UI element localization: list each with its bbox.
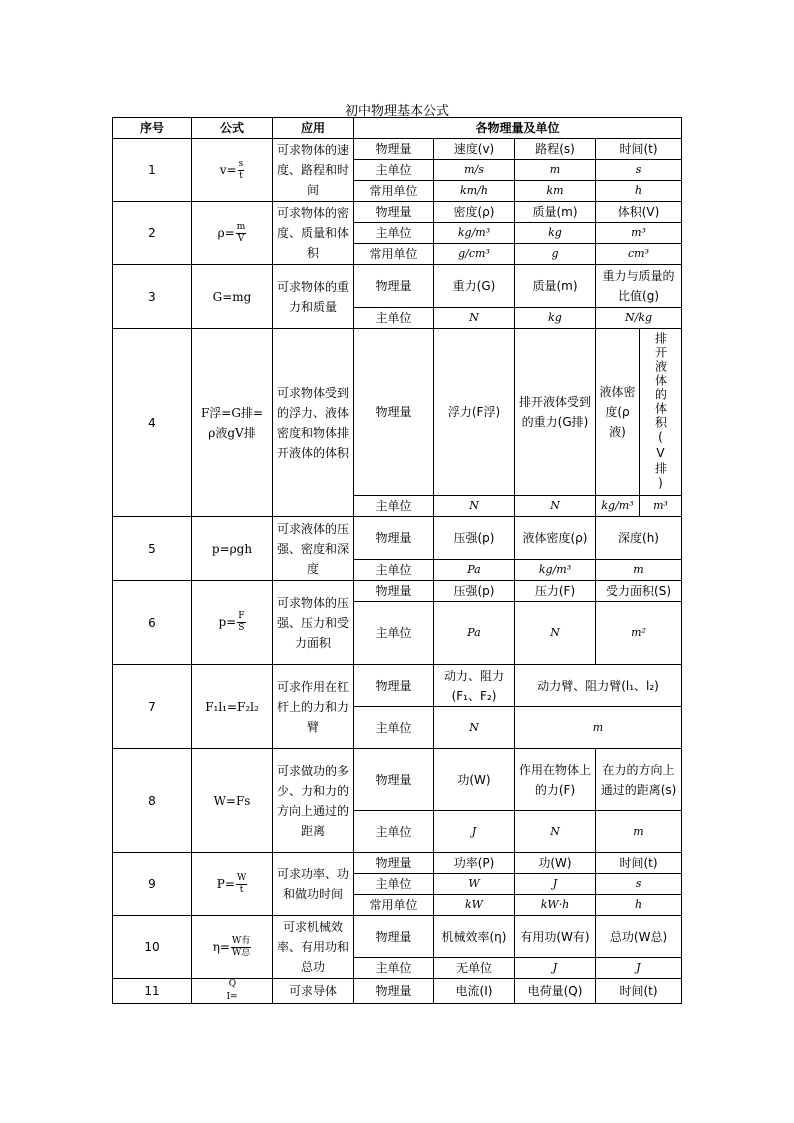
quantity-cell: 浮力(F浮) xyxy=(434,329,515,496)
header-quantities: 各物理量及单位 xyxy=(354,118,682,139)
table-row xyxy=(113,265,682,308)
formula-cell: F₁l₁=F₂l₂ xyxy=(192,665,273,749)
quantity-cell: 压强(p) xyxy=(434,517,515,560)
row-label: 常用单位 xyxy=(354,895,434,916)
quantity-cell: 速度(v) xyxy=(434,139,515,160)
unit-cell: 无单位 xyxy=(434,958,515,979)
row-number: 4 xyxy=(113,329,192,517)
application-cell: 可求功率、功和做功时间 xyxy=(273,853,354,916)
row-label: 主单位 xyxy=(354,160,434,181)
row-number: 2 xyxy=(113,202,192,265)
row-number: 7 xyxy=(113,665,192,749)
row-number: 6 xyxy=(113,581,192,665)
row-label: 物理量 xyxy=(354,329,434,496)
row-number: 1 xyxy=(113,139,192,202)
unit-cell: m xyxy=(515,707,682,749)
row-label: 物理量 xyxy=(354,979,434,1004)
unit-cell: h xyxy=(596,181,682,202)
quantity-cell: 体积(V) xyxy=(596,202,682,223)
header-row xyxy=(113,118,682,139)
unit-cell: N xyxy=(515,602,596,665)
unit-cell: J xyxy=(515,958,596,979)
application-cell: 可求物体的重力和质量 xyxy=(273,265,354,329)
unit-cell: Pa xyxy=(434,560,515,581)
quantity-cell: 时间(t) xyxy=(596,853,682,874)
unit-cell: m³ xyxy=(596,223,682,244)
formula-cell: η= $\frac{\text{W有}}{\text{W总}}$ xyxy=(192,916,273,979)
application-cell: 可求作用在杠杆上的力和力臂 xyxy=(273,665,354,749)
application-cell: 可求机械效率、有用功和总功 xyxy=(273,916,354,979)
unit-cell: cm³ xyxy=(596,244,682,265)
row-number: 8 xyxy=(113,749,192,853)
quantity-cell: 电流(I) xyxy=(434,979,515,1004)
quantity-cell: 压强(p) xyxy=(434,581,515,602)
unit-cell: N/kg xyxy=(596,308,682,329)
formula-cell: P= $\frac{W}{t}$ xyxy=(192,853,273,916)
table-row xyxy=(113,853,682,874)
quantity-cell: 排开液体的体积(V排) xyxy=(640,329,682,496)
header-application: 应用 xyxy=(273,118,354,139)
unit-cell: N xyxy=(515,811,596,853)
row-label: 物理量 xyxy=(354,202,434,223)
unit-cell: J xyxy=(596,958,682,979)
quantity-cell: 密度(ρ) xyxy=(434,202,515,223)
unit-cell: kg/m³ xyxy=(434,223,515,244)
row-label: 物理量 xyxy=(354,749,434,811)
table-row xyxy=(113,581,682,602)
row-number: 11 xyxy=(113,979,192,1004)
quantity-cell: 深度(h) xyxy=(596,517,682,560)
unit-cell: kW·h xyxy=(515,895,596,916)
header-formula: 公式 xyxy=(192,118,273,139)
application-cell: 可求液体的压强、密度和深度 xyxy=(273,517,354,581)
formula-cell: p= $\frac{F}{S}$ xyxy=(192,581,273,665)
application-cell: 可求物体受到的浮力、液体密度和物体排开液体的体积 xyxy=(273,329,354,517)
quantity-cell: 排开液体受到的重力(G排) xyxy=(515,329,596,496)
unit-cell: N xyxy=(434,707,515,749)
unit-cell: g xyxy=(515,244,596,265)
unit-cell: J xyxy=(515,874,596,895)
row-label: 主单位 xyxy=(354,560,434,581)
page-title: 初中物理基本公式 xyxy=(344,104,449,119)
row-label: 物理量 xyxy=(354,853,434,874)
row-label: 物理量 xyxy=(354,916,434,958)
quantity-cell: 机械效率(η) xyxy=(434,916,515,958)
quantity-cell: 动力臂、阻力臂(l₁、l₂) xyxy=(515,665,682,707)
quantity-cell: 功(W) xyxy=(434,749,515,811)
unit-cell: g/cm³ xyxy=(434,244,515,265)
table-row xyxy=(113,202,682,223)
row-label: 主单位 xyxy=(354,811,434,853)
row-label: 物理量 xyxy=(354,665,434,707)
quantity-cell: 重力与质量的比值(g) xyxy=(596,265,682,308)
formula-cell: p=ρgh xyxy=(192,517,273,581)
row-label: 物理量 xyxy=(354,581,434,602)
row-label: 物理量 xyxy=(354,517,434,560)
quantity-cell: 质量(m) xyxy=(515,202,596,223)
unit-cell: kg/m³ xyxy=(596,496,640,517)
unit-cell: m/s xyxy=(434,160,515,181)
row-label: 物理量 xyxy=(354,265,434,308)
unit-cell: W xyxy=(434,874,515,895)
row-label: 主单位 xyxy=(354,308,434,329)
quantity-cell: 时间(t) xyxy=(596,139,682,160)
row-label: 主单位 xyxy=(354,707,434,749)
formula-cell: v= $\frac{s}{t}$ xyxy=(192,139,273,202)
row-label: 主单位 xyxy=(354,874,434,895)
unit-cell: m² xyxy=(596,602,682,665)
quantity-cell: 液体密度(ρ) xyxy=(515,517,596,560)
quantity-cell: 电荷量(Q) xyxy=(515,979,596,1004)
unit-cell: h xyxy=(596,895,682,916)
row-label: 主单位 xyxy=(354,602,434,665)
table-row xyxy=(113,979,682,1004)
application-cell: 可求物体的压强、压力和受力面积 xyxy=(273,581,354,665)
quantity-cell: 作用在物体上的力(F) xyxy=(515,749,596,811)
quantity-cell: 重力(G) xyxy=(434,265,515,308)
formula-cell: Q I= xyxy=(192,979,273,1004)
table-row xyxy=(113,665,682,707)
row-label: 常用单位 xyxy=(354,244,434,265)
unit-cell: km/h xyxy=(434,181,515,202)
quantity-cell: 压力(F) xyxy=(515,581,596,602)
formula-table xyxy=(112,117,682,1004)
table-row xyxy=(113,916,682,958)
table-row xyxy=(113,329,682,496)
table-row xyxy=(113,139,682,160)
unit-cell: kg xyxy=(515,223,596,244)
row-number: 3 xyxy=(113,265,192,329)
quantity-cell: 时间(t) xyxy=(596,979,682,1004)
formula-cell: W=Fs xyxy=(192,749,273,853)
application-cell: 可求物体的速度、路程和时间 xyxy=(273,139,354,202)
unit-cell: N xyxy=(434,308,515,329)
unit-cell: kW xyxy=(434,895,515,916)
application-cell: 可求导体 xyxy=(273,979,354,1004)
quantity-cell: 功(W) xyxy=(515,853,596,874)
quantity-cell: 质量(m) xyxy=(515,265,596,308)
unit-cell: m³ xyxy=(640,496,682,517)
quantity-cell: 总功(W总) xyxy=(596,916,682,958)
unit-cell: Pa xyxy=(434,602,515,665)
header-index: 序号 xyxy=(113,118,192,139)
formula-cell: ρ= $\frac{m}{V}$ xyxy=(192,202,273,265)
unit-cell: kg/m³ xyxy=(515,560,596,581)
quantity-cell: 液体密度(ρ液) xyxy=(596,329,640,496)
quantity-cell: 功率(P) xyxy=(434,853,515,874)
unit-cell: km xyxy=(515,181,596,202)
application-cell: 可求物体的密度、质量和体积 xyxy=(273,202,354,265)
quantity-cell: 路程(s) xyxy=(515,139,596,160)
unit-cell: N xyxy=(434,496,515,517)
quantity-cell: 受力面积(S) xyxy=(596,581,682,602)
row-label: 主单位 xyxy=(354,496,434,517)
unit-cell: s xyxy=(596,874,682,895)
unit-cell: N xyxy=(515,496,596,517)
table-row xyxy=(113,749,682,811)
formula-cell: G=mg xyxy=(192,265,273,329)
quantity-cell: 有用功(W有) xyxy=(515,916,596,958)
row-number: 10 xyxy=(113,916,192,979)
unit-cell: J xyxy=(434,811,515,853)
quantity-cell: 动力、阻力(F₁、F₂) xyxy=(434,665,515,707)
row-label: 常用单位 xyxy=(354,181,434,202)
row-label: 主单位 xyxy=(354,223,434,244)
unit-cell: kg xyxy=(515,308,596,329)
application-cell: 可求做功的多少、力和力的方向上通过的距离 xyxy=(273,749,354,853)
row-label: 物理量 xyxy=(354,139,434,160)
row-label: 主单位 xyxy=(354,958,434,979)
quantity-cell: 在力的方向上通过的距离(s) xyxy=(596,749,682,811)
unit-cell: m xyxy=(515,160,596,181)
table-row xyxy=(113,517,682,560)
unit-cell: m xyxy=(596,560,682,581)
unit-cell: s xyxy=(596,160,682,181)
row-number: 9 xyxy=(113,853,192,916)
formula-cell: F浮=G排= ρ液gV排 xyxy=(192,329,273,517)
row-number: 5 xyxy=(113,517,192,581)
unit-cell: m xyxy=(596,811,682,853)
